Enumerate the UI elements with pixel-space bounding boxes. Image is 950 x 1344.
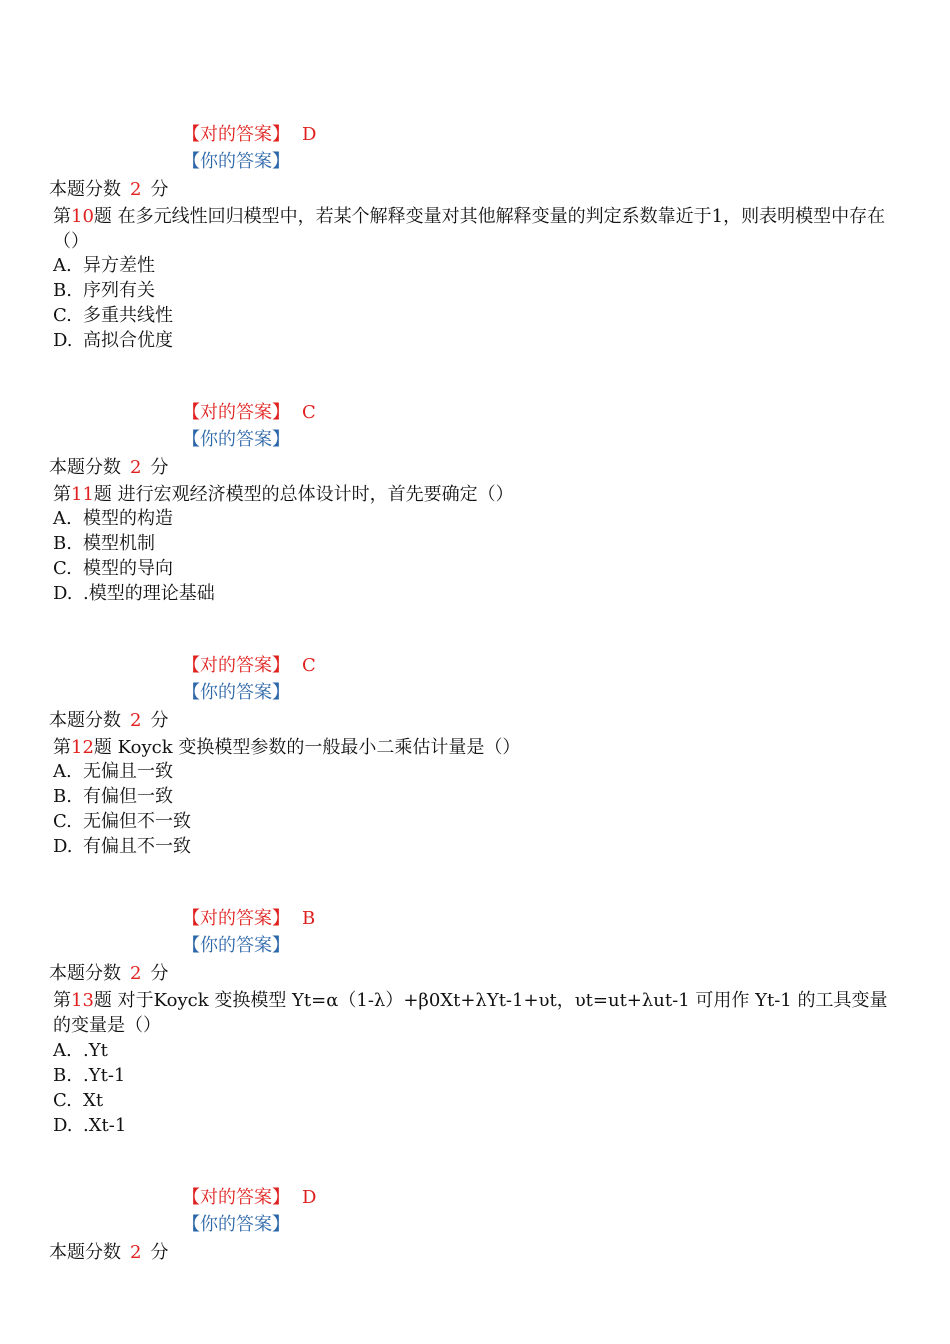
option-text: 异方差性 [83, 255, 155, 276]
question-prefix: 第 [53, 737, 71, 758]
correct-answer [182, 125, 316, 145]
question-number: 13 [71, 990, 94, 1011]
question-score [49, 180, 168, 200]
question-suffix: 题 [93, 206, 112, 227]
your-answer [182, 1215, 290, 1235]
option-text: .Xt-1 [83, 1115, 127, 1136]
option-letter: C. [53, 305, 72, 326]
question-suffix: 题 [93, 737, 112, 758]
question-body: 进行宏观经济模型的总体设计时，首先要确定（） [117, 484, 514, 505]
correct-answer-value: C [302, 402, 316, 423]
option-a [53, 509, 173, 529]
score-unit: 分 [150, 1242, 169, 1263]
option-text: .模型的理论基础 [83, 583, 215, 604]
option-a [53, 1041, 108, 1061]
option-letter: B. [53, 1065, 72, 1086]
question-body: 在多元线性回归模型中，若某个解释变量对其他解释变量的判定系数靠近于1，则表明模型中存在（） [53, 206, 886, 252]
option-letter: A. [53, 1040, 72, 1061]
option-text: .Yt [83, 1040, 108, 1061]
option-letter: D. [53, 583, 73, 604]
score-prefix: 本题分数 [49, 179, 121, 200]
correct-answer-label: 【对的答案】 [182, 124, 290, 145]
option-text: .Yt-1 [83, 1065, 126, 1086]
option-c [53, 559, 173, 579]
option-d [53, 331, 173, 351]
question-number: 10 [71, 206, 94, 227]
option-text: 有偏且不一致 [83, 836, 191, 857]
correct-answer [182, 656, 316, 676]
your-answer-label: 【你的答案】 [182, 1214, 290, 1235]
option-letter: D. [53, 836, 73, 857]
correct-answer [182, 909, 315, 929]
option-d [53, 584, 215, 604]
question-prefix: 第 [53, 206, 71, 227]
question-score [49, 458, 168, 478]
question-text [53, 988, 893, 1038]
score-value: 2 [130, 963, 142, 984]
correct-answer-value: D [302, 124, 317, 145]
option-letter: C. [53, 1090, 72, 1111]
option-letter: A. [53, 508, 72, 529]
option-letter: B. [53, 786, 72, 807]
score-prefix: 本题分数 [49, 710, 121, 731]
question-suffix: 题 [93, 484, 112, 505]
score-prefix: 本题分数 [49, 457, 121, 478]
correct-answer-value: B [302, 908, 316, 929]
question-suffix: 题 [93, 990, 112, 1011]
option-c [53, 1091, 103, 1111]
option-text: 无偏但不一致 [83, 811, 191, 832]
option-letter: A. [53, 761, 72, 782]
question-text [53, 482, 893, 507]
option-a [53, 762, 173, 782]
option-c [53, 812, 191, 832]
score-unit: 分 [150, 710, 169, 731]
question-number: 11 [71, 484, 94, 505]
correct-answer-label: 【对的答案】 [182, 402, 290, 423]
option-text: Xt [83, 1090, 104, 1111]
correct-answer-value: D [302, 1187, 317, 1208]
question-score [49, 964, 168, 984]
option-text: 模型的导向 [83, 558, 173, 579]
question-body: Koyck 变换模型参数的一般最小二乘估计量是（） [117, 737, 521, 758]
correct-answer [182, 403, 316, 423]
option-b [53, 787, 173, 807]
option-c [53, 306, 173, 326]
option-text: 高拟合优度 [83, 330, 173, 351]
correct-answer-label: 【对的答案】 [182, 655, 290, 676]
correct-answer-label: 【对的答案】 [182, 908, 290, 929]
option-letter: D. [53, 1115, 73, 1136]
score-unit: 分 [150, 179, 169, 200]
option-text: 模型机制 [83, 533, 155, 554]
question-text [53, 204, 893, 254]
option-text: 序列有关 [83, 280, 155, 301]
score-value: 2 [130, 179, 142, 200]
your-answer [182, 683, 290, 703]
your-answer-label: 【你的答案】 [182, 151, 290, 172]
score-value: 2 [130, 457, 142, 478]
option-b [53, 281, 155, 301]
your-answer-label: 【你的答案】 [182, 429, 290, 450]
your-answer-label: 【你的答案】 [182, 935, 290, 956]
option-b [53, 1066, 125, 1086]
score-value: 2 [130, 1242, 142, 1263]
option-letter: B. [53, 280, 72, 301]
option-letter: C. [53, 811, 72, 832]
question-prefix: 第 [53, 484, 71, 505]
option-text: 多重共线性 [83, 305, 173, 326]
question-body: 对于Koyck 变换模型 Yt=α（1-λ）+β0Xt+λYt-1+υt，υt=ut+λut-1 可用作 Yt-1 的工具变量的变量是（） [53, 990, 888, 1036]
question-score [49, 1243, 168, 1263]
question-number: 12 [71, 737, 94, 758]
question-text [53, 735, 893, 760]
correct-answer [182, 1188, 316, 1208]
option-a [53, 256, 155, 276]
option-d [53, 837, 191, 857]
your-answer [182, 152, 290, 172]
score-value: 2 [130, 710, 142, 731]
option-letter: B. [53, 533, 72, 554]
your-answer [182, 936, 290, 956]
score-prefix: 本题分数 [49, 1242, 121, 1263]
option-text: 无偏且一致 [83, 761, 173, 782]
question-prefix: 第 [53, 990, 71, 1011]
option-text: 有偏但一致 [83, 786, 173, 807]
option-letter: A. [53, 255, 72, 276]
option-d [53, 1116, 126, 1136]
correct-answer-value: C [302, 655, 316, 676]
score-unit: 分 [150, 457, 169, 478]
correct-answer-label: 【对的答案】 [182, 1187, 290, 1208]
option-letter: D. [53, 330, 73, 351]
your-answer-label: 【你的答案】 [182, 682, 290, 703]
your-answer [182, 430, 290, 450]
score-unit: 分 [150, 963, 169, 984]
score-prefix: 本题分数 [49, 963, 121, 984]
option-letter: C. [53, 558, 72, 579]
option-text: 模型的构造 [83, 508, 173, 529]
question-score [49, 711, 168, 731]
option-b [53, 534, 155, 554]
